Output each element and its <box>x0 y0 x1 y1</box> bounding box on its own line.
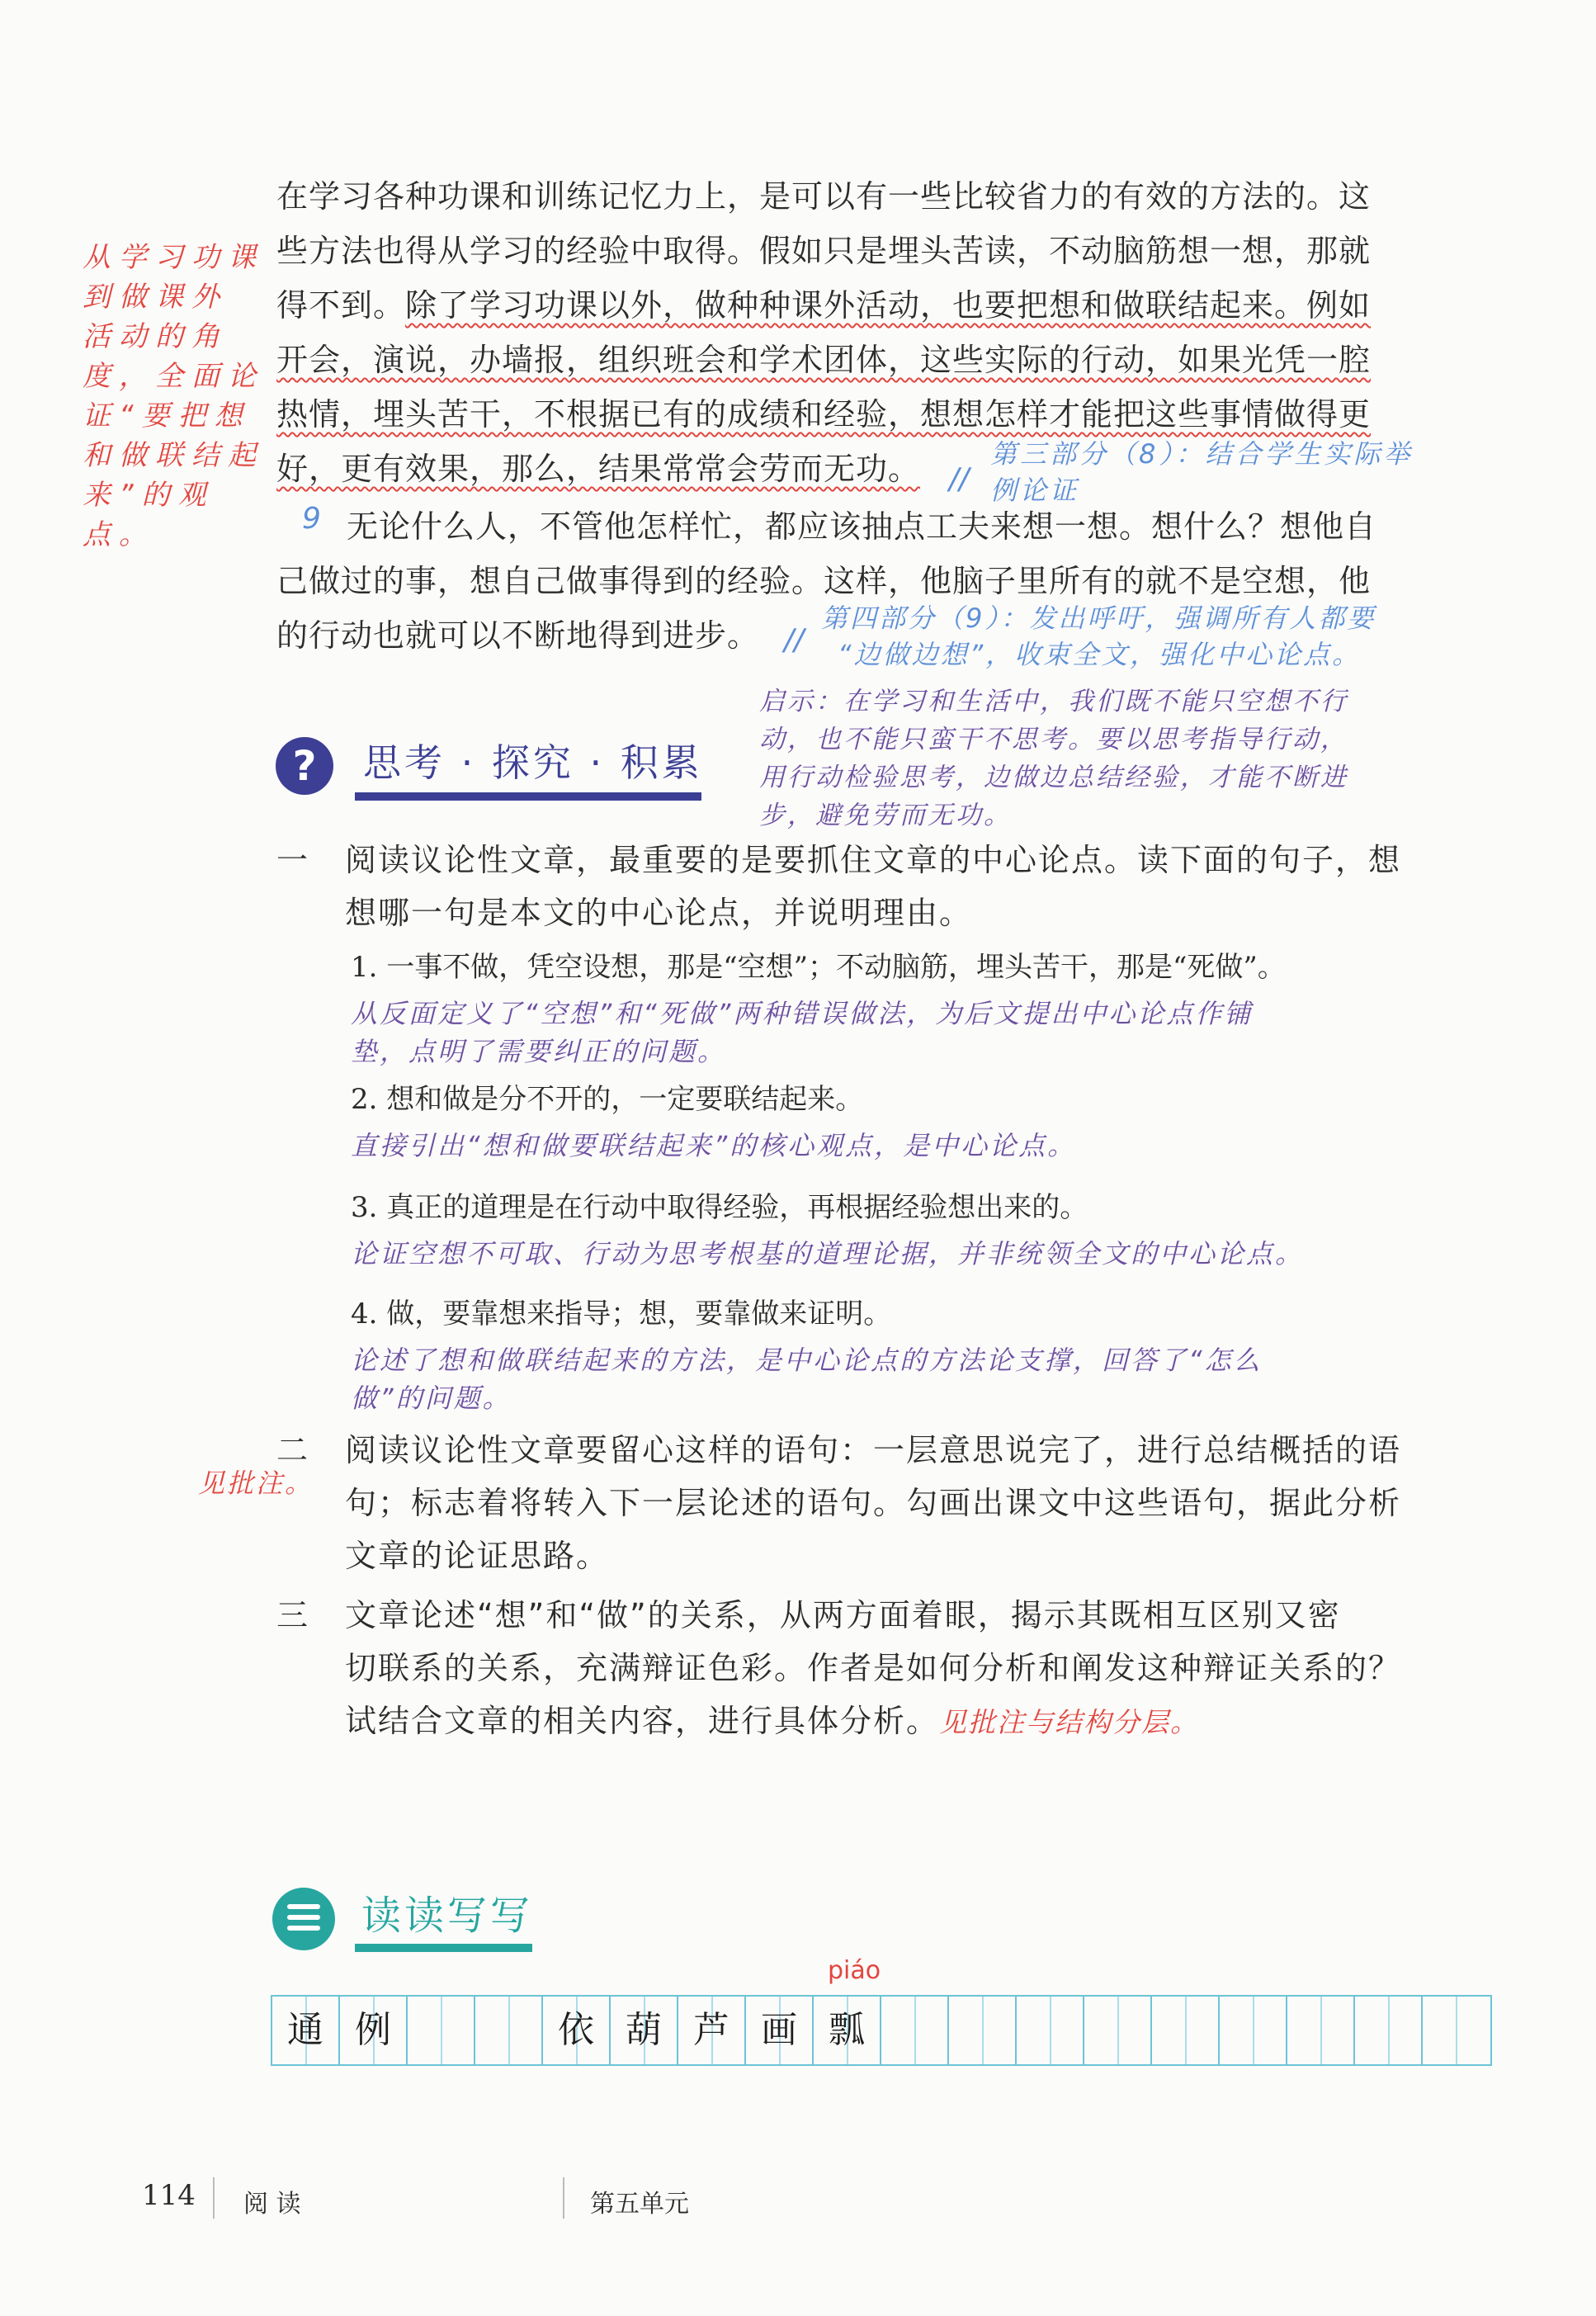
section-title-think: 思考 · 探究 · 积累 <box>363 740 703 785</box>
grid-cell <box>949 1997 1017 2064</box>
grid-cell: 通 <box>272 1997 340 2064</box>
grid-cell <box>1423 1997 1490 2064</box>
grid-cell <box>475 1997 543 2064</box>
grid-cell <box>1220 1997 1287 2064</box>
q1-answer-1: 从反面定义了“空想”和“死做”两种错误做法，为后文提出中心论点作铺 垫，点明了需要纠正的问题。 <box>351 998 1254 1067</box>
q3-note: 见批注与结构分层。 <box>939 1706 1200 1738</box>
footer-divider <box>563 2177 564 2219</box>
passage-line: 开会，演说，办墙报，组织班会和学术团体，这些实际的行动，如果光凭一腔 <box>276 342 1372 378</box>
q1-item-1: 1. 一事不做，凭空设想，那是“空想”；不动脑筋，埋头苦干，那是“死做”。 <box>351 951 1286 984</box>
grid-cell: 芦 <box>678 1997 746 2064</box>
grid-cell <box>1152 1997 1220 2064</box>
list-icon <box>272 1888 335 1950</box>
underlined-sentence: 除了学习功课以外，做种种课外活动，也要把想和做联结起来。例如 <box>405 287 1372 324</box>
q1-item-4: 4. 做，要靠想来指导；想，要靠做来证明。 <box>351 1297 892 1331</box>
passage-line: 些方法也得从学习的经验中取得。假如只是埋头苦读，不动脑筋想一想，那就 <box>276 233 1372 269</box>
passage-line: 热情，埋头苦干，不根据已有的成绩和经验，想想怎样才能把这些事情做得更 <box>276 396 1372 432</box>
grid-cell: 依 <box>543 1997 611 2064</box>
grid-cell: 画 <box>746 1997 814 2064</box>
grid-cell: 葫 <box>611 1997 678 2064</box>
grid-cell <box>881 1997 949 2064</box>
footer-divider <box>213 2177 215 2219</box>
para9-number: 9 <box>302 502 321 536</box>
q1-answer-2: 直接引出“想和做要联结起来”的核心观点，是中心论点。 <box>351 1130 1077 1161</box>
grid-cell <box>1287 1997 1355 2064</box>
grid-cell <box>1084 1997 1152 2064</box>
q3-text: 文章论述“想”和“做”的关系，从两方面着眼，揭示其既相互区别又密 切联系的关系，充满辩证色彩。作者是如何分析和阐发这种辩证关系的？ 试结合文章的相关内容，进行具体分析。见批注与结构分层。 <box>345 1597 1402 1739</box>
q1-number: 一 <box>276 842 310 878</box>
grid-cell: 例 <box>340 1997 408 2064</box>
passage-line: 在学习各种功课和训练记忆力上，是可以有一些比较省力的有效的方法的。这 <box>276 178 1372 215</box>
part-divider-slash: // <box>784 623 805 657</box>
q1-item-3: 3. 真正的道理是在行动中取得经验，再根据经验想出来的。 <box>351 1191 1088 1224</box>
q1-answer-4: 论述了想和做联结起来的方法，是中心论点的方法论支撑，回答了“怎么 做”的问题。 <box>351 1345 1263 1414</box>
part4-note: 第四部分（9）：发出呼吁，强调所有人都要 “边做边想”，收束全文，强化中心论点。 <box>821 603 1376 670</box>
q1-answer-3: 论证空想不可取、行动为思考根基的道理论据，并非统领全文的中心论点。 <box>351 1238 1305 1269</box>
writing-grid <box>271 1995 1492 2066</box>
q1-text: 阅读议论性文章，最重要的是要抓住文章的中心论点。读下面的句子，想 想哪一句是本文的中心论点，并说明理由。 <box>345 842 1402 931</box>
passage-line: 得不到。除了学习功课以外，做种种课外活动，也要把想和做联结起来。例如 <box>276 287 1372 324</box>
q1-item-2: 2. 想和做是分不开的，一定要联结起来。 <box>351 1083 864 1116</box>
pinyin-piao: piáo <box>828 1956 881 1985</box>
question-icon: ? <box>276 737 333 795</box>
grid-cell <box>408 1997 475 2064</box>
passage-para9: 无论什么人，不管他怎样忙，都应该抽点工夫来想一想。想什么？想他自 己做过的事，想自己做事得到的经验。这样，他脑子里所有的就不是空想，他 的行动也就可以不断地得到进步。 <box>276 508 1377 654</box>
q2-text: 阅读议论性文章要留心这样的语句：一层意思说完了，进行总结概括的语 句；标志着将转入下一层论述的语句。勾画出课文中这些语句，据此分析 文章的论证思路。 <box>345 1432 1402 1574</box>
part3-note: 第三部分（8）：结合学生实际举 例论证 <box>990 438 1414 506</box>
page-number: 114 <box>142 2179 196 2212</box>
grid-cell <box>1017 1997 1084 2064</box>
insight-note: 启示：在学习和生活中，我们既不能只空想不行 动，也不能只蛮干不思考。要以思考指导行动， 用行动检验思考，边做边总结经验，才能不断进 步，避免劳而无功。 <box>759 687 1348 830</box>
left-margin-note: 从学习功课 到做课外 活动的角 度，全面论 证“要把想 和做联结起 来”的观点。 <box>83 241 264 551</box>
grid-cell: 瓢 <box>814 1997 881 2064</box>
grid-cell <box>1355 1997 1423 2064</box>
q2-note: 见批注。 <box>198 1468 314 1499</box>
q3-number: 三 <box>276 1597 310 1633</box>
section-title-underline <box>355 792 701 801</box>
section2-title-underline <box>355 1944 532 1952</box>
q2-number: 二 <box>276 1432 310 1468</box>
footer-section: 阅 读 <box>243 2190 301 2219</box>
part-divider-slash: // <box>949 462 970 496</box>
footer-unit: 第五单元 <box>590 2190 689 2219</box>
passage-line: 好，更有效果，那么，结果常常会劳而无功。 <box>276 451 921 487</box>
section-title-readwrite: 读读写写 <box>361 1893 534 1939</box>
